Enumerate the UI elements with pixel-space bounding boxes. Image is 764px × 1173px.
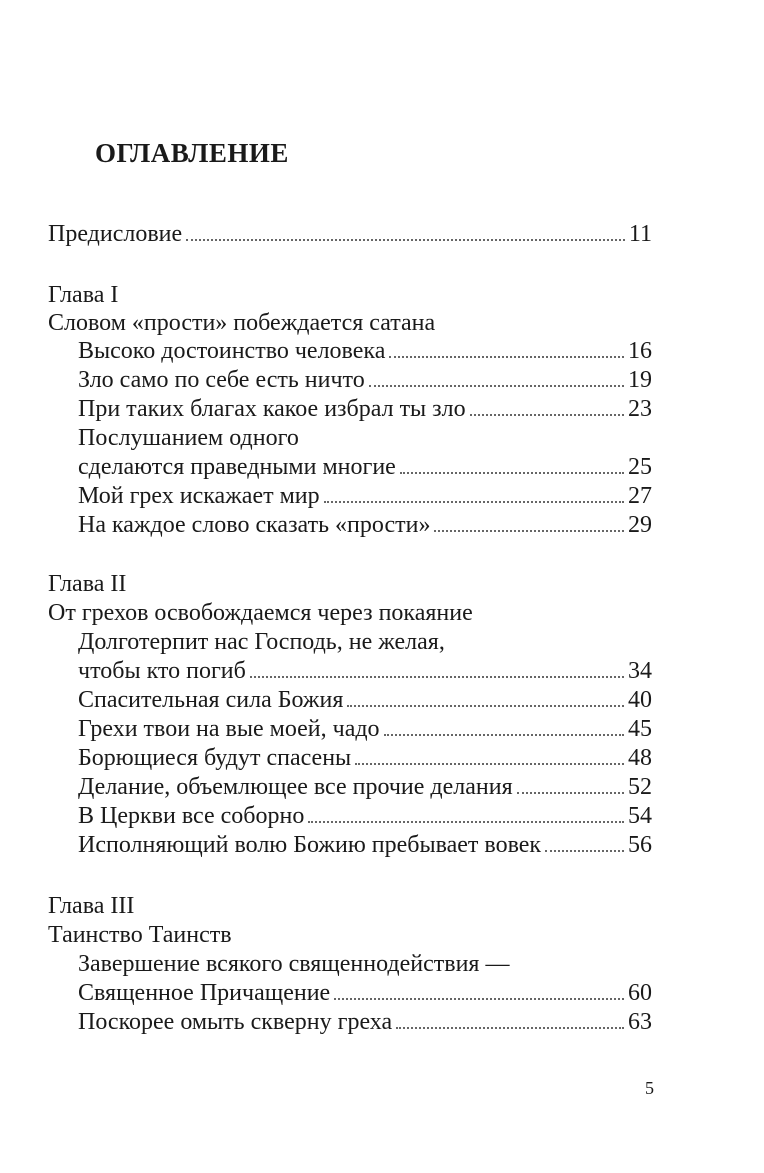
chapter-label: Глава I <box>48 282 119 308</box>
entry-page: 23 <box>628 396 652 422</box>
entry-page: 54 <box>628 803 652 829</box>
entry-page: 48 <box>628 745 652 771</box>
toc-heading: ОГЛАВЛЕНИЕ <box>95 138 289 168</box>
dot-leader <box>355 762 624 765</box>
entry-page: 40 <box>628 687 652 713</box>
entry-page: 19 <box>628 367 652 393</box>
entry-title-line1: Долготерпит нас Господь, не желая, <box>78 629 445 655</box>
entry-title-line1: Послушанием одного <box>78 425 299 451</box>
entry-title: В Церкви все соборно <box>78 803 305 829</box>
entry-title: Высоко достоинство человека <box>78 338 386 364</box>
chapter-title: От грехов освобождаемся через покаяние <box>48 600 473 626</box>
entry-title: чтобы кто погиб <box>78 658 246 684</box>
dot-leader <box>334 997 624 1000</box>
entry-title: Поскорее омыть скверну греха <box>78 1009 393 1035</box>
dot-leader <box>545 849 624 852</box>
chapter-title: Таинство Таинств <box>48 922 232 948</box>
toc-entry <box>78 713 652 745</box>
chapter-label: Глава II <box>48 571 127 597</box>
dot-leader <box>389 355 624 358</box>
entry-page: 60 <box>628 980 652 1006</box>
dot-leader <box>186 238 625 241</box>
entry-title: Мой грех искажает мир <box>78 483 320 509</box>
toc-entry <box>78 364 652 396</box>
entry-page: 34 <box>628 658 652 684</box>
toc-entry <box>78 451 652 483</box>
dot-leader <box>347 704 624 707</box>
toc-entry <box>78 509 652 541</box>
entry-page: 27 <box>628 483 652 509</box>
toc-entry <box>78 742 652 774</box>
dot-leader <box>308 820 624 823</box>
entry-page: 11 <box>628 221 652 247</box>
toc-entry <box>78 1006 652 1038</box>
dot-leader <box>434 529 624 532</box>
dot-leader <box>384 733 624 736</box>
entry-title: сделаются праведными многие <box>78 454 396 480</box>
entry-title-line1: Завершение всякого священнодействия — <box>78 951 510 977</box>
entry-page: 56 <box>628 832 652 858</box>
entry-title: На каждое слово сказать «прости» <box>78 512 431 538</box>
entry-title: Спасительная сила Божия <box>78 687 344 713</box>
entry-title: Предисловие <box>48 221 183 247</box>
toc-entry <box>78 829 652 861</box>
entry-page: 16 <box>628 338 652 364</box>
entry-title: При таких благах какое избрал ты зло <box>78 396 466 422</box>
entry-title: Священное Причащение <box>78 980 331 1006</box>
toc-entry <box>78 335 652 367</box>
entry-title: Зло само по себе есть ничто <box>78 367 365 393</box>
toc-entry <box>78 684 652 716</box>
entry-title: Исполняющий волю Божию пребывает вовек <box>78 832 542 858</box>
toc-entry <box>78 480 652 512</box>
dot-leader <box>250 675 624 678</box>
toc-entry <box>78 771 652 803</box>
toc-entry <box>78 393 652 425</box>
chapter-title: Словом «прости» побеждается сатана <box>48 310 436 336</box>
entry-page: 25 <box>628 454 652 480</box>
dot-leader <box>396 1026 624 1029</box>
toc-entry <box>78 977 652 1009</box>
dot-leader <box>369 384 624 387</box>
entry-title: Делание, объемлющее все прочие делания <box>78 774 513 800</box>
entry-page: 29 <box>628 512 652 538</box>
entry-title: Борющиеся будут спасены <box>78 745 352 771</box>
page-number: 5 <box>645 1078 654 1098</box>
toc-entry <box>78 655 652 687</box>
dot-leader <box>517 791 624 794</box>
toc-entry-preface <box>48 218 652 250</box>
dot-leader <box>324 500 624 503</box>
entry-title: Грехи твои на вые моей, чадо <box>78 716 380 742</box>
chapter-label: Глава III <box>48 893 135 919</box>
entry-page: 45 <box>628 716 652 742</box>
dot-leader <box>400 471 624 474</box>
entry-page: 52 <box>628 774 652 800</box>
dot-leader <box>470 413 624 416</box>
entry-page: 63 <box>628 1009 652 1035</box>
toc-entry <box>78 800 652 832</box>
